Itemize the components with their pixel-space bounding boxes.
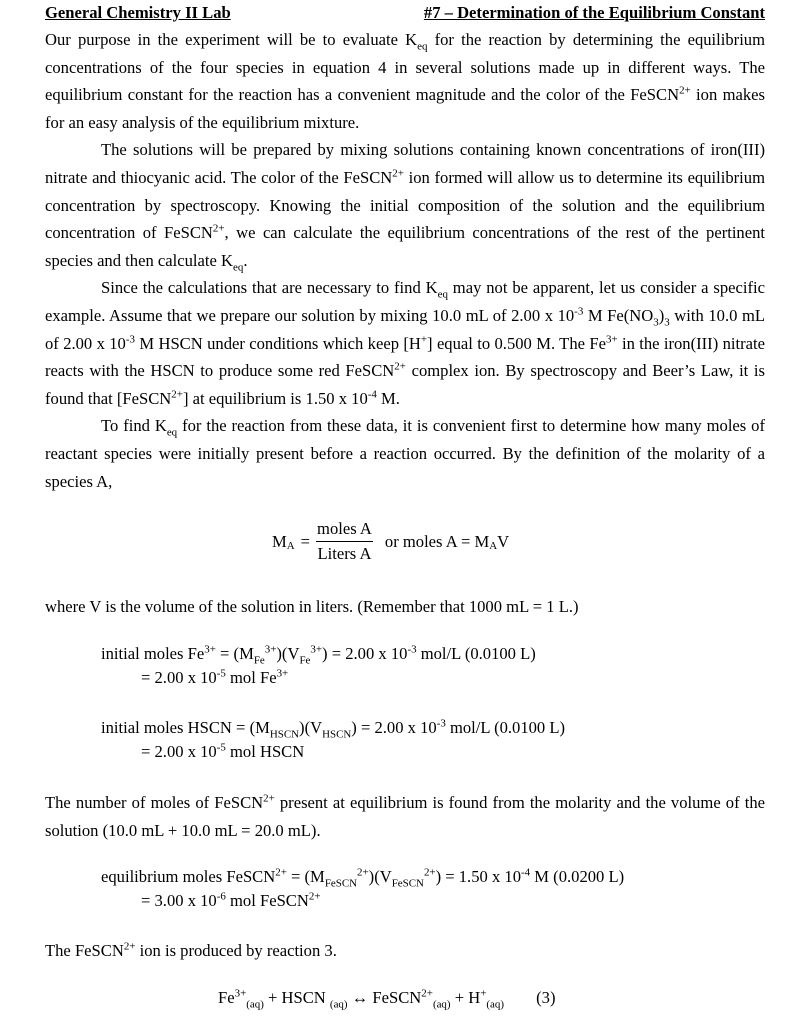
paragraph-volume: where V is the volume of the solution in liters. (Remember that 1000 mL = 1 L.) xyxy=(45,597,579,616)
paragraph-equilibrium: The number of moles of FeSCN$^{2+}$ present at equilibrium is found from the molarity and the volume of the solution (10.0 mL + 10.0 mL = 20.0 mL). xyxy=(45,792,765,840)
paragraph-example: Since the calculations that are necessary to find $K_{eq}$ may not be apparent, let us consider a specific example. Assume that we prepare our solution by mixing 10.0 mL of 2.00 x $10^{-3}$ M $Fe(NO_3)_3$ with 10.0 mL of 2.00 x $10^{-3}$ M HSCN under conditions which keep [H+] equal to 0.500 M. The $Fe^{3+}$ in the iron(III) nitrate reacts with the HSCN to produce some red FeSCN$^{2+}$ complex ion. By spectroscopy and Beer’s Law, it is found that [FeSCN$^{2+}$] at equilibrium is 1.50 x $10^{-4}$ M. xyxy=(45,278,766,408)
molarity-fraction: $\frac{\text{moles A}}{\text{Liters A}}$ xyxy=(317,519,372,563)
reaction-equation: $Fe^{3+}_{(aq)}$ + HSCN $_{(aq)}$ ↔ FeSCN$^{2+}_{(aq)}$ + $H^+_{(aq)}$ (3) xyxy=(218,987,556,1011)
document-page xyxy=(45,0,765,495)
hscn-calc-line1: initial moles HSCN = $(M_{HSCN})(V_{HSCN}) = 2.00$ x $10^{-3}$ mol/L (0.0100 L) xyxy=(101,717,566,741)
fescn-calc-line2: = 3.00 x $10^{-6}$ mol FeSCN$^{2+}$ xyxy=(141,890,321,910)
fescn-calc-line1: equilibrium moles FeSCN$^{2+}$ = $(M_{FeSCN}^{2+})(V_{FeSCN}^{2+}) = 1.50$ x $10^{-4}$ M (0.0200 L) xyxy=(101,866,625,890)
equilibrium-arrow: ↔ xyxy=(347,988,373,1007)
fe-calc-line2: = 2.00 x $10^{-5}$ mol $Fe^{3+}$ xyxy=(141,667,289,687)
fescn-calc xyxy=(101,865,624,913)
header xyxy=(45,0,765,26)
equation-number: (3) xyxy=(536,988,556,1007)
hscn-calc xyxy=(101,716,565,764)
hscn-calc-line2: = 2.00 x $10^{-5}$ mol HSCN xyxy=(141,741,305,761)
paragraph-reaction: The FeSCN$^{2+}$ ion is produced by reaction 3. xyxy=(45,940,337,960)
molarity-equation: M $_A$ = $\frac{\text{moles A}}{\text{Liters A}}$ or moles A = M $_A$ V xyxy=(272,517,509,566)
fe-calc xyxy=(101,642,536,690)
lab-title: #7 – Determination of the Equilibrium Constant xyxy=(423,3,765,22)
paragraph-solutions: The solutions will be prepared by mixing solutions containing known concentrations of iron(III) nitrate and thiocyanic acid. The color of the FeSCN$^{2+}$ ion formed will allow us to determine its equilibrium concentration by spectroscopy. Knowing the initial composition of the solution and the equilibrium concentration of FeSCN$^{2+}$, we can calculate the equilibrium concentrations of the rest of the pertinent species and then calculate $K_{eq}$. xyxy=(45,140,766,274)
fe-calc-line1: initial moles $Fe^{3+} = (M_{Fe}^{3+})(V_{Fe}^{3+}) = 2.00$ x $10^{-3}$ mol/L (0.0100 L) xyxy=(101,643,536,667)
paragraph-purpose: Our purpose in the experiment will be to evaluate $K_{eq}$ for the reaction by determining the equilibrium concentrations of the four species in equation 4 in several solutions made up in different ways. The equilibrium constant for the reaction has a convenient magnitude and the color of the FeSCN$^{2+}$ ion makes for an easy analysis of the equilibrium mixture. xyxy=(45,30,766,132)
course-title: General Chemistry II Lab xyxy=(45,3,231,22)
paragraph-moles: To find $K_{eq}$ for the reaction from these data, it is convenient first to determine how many moles of reactant species were initially present before a reaction occurred. By the definition of the molarity of a species A, xyxy=(45,416,765,491)
